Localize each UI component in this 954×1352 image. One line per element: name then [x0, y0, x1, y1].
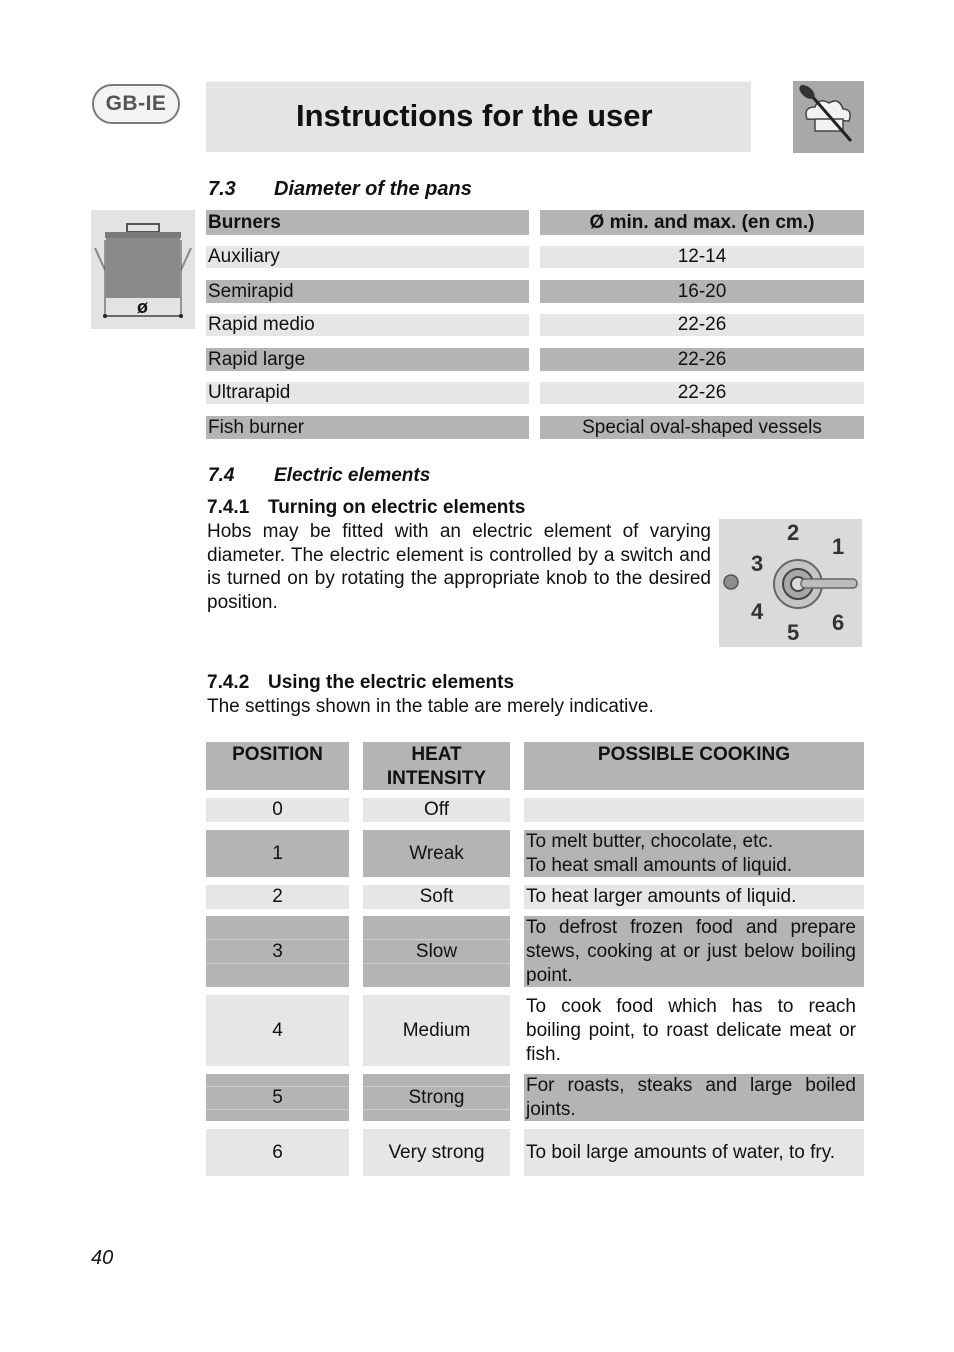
position-cell: 4 — [206, 995, 349, 1066]
row-divider — [363, 1086, 510, 1087]
cooking-cell: To boil large amounts of water, to fry. — [524, 1129, 864, 1176]
heat-cell: Very strong — [363, 1129, 510, 1176]
row-divider — [206, 1109, 349, 1110]
row-divider — [206, 963, 349, 964]
column-header-position: POSITION — [206, 742, 349, 790]
position-cell: 2 — [206, 885, 349, 909]
knob-label-5: 5 — [787, 620, 800, 645]
burner-name: Ultrarapid — [206, 382, 529, 404]
position-cell: 5 — [206, 1074, 349, 1121]
heat-cell: Off — [363, 798, 510, 822]
position-cell: 0 — [206, 798, 349, 822]
burner-name: Rapid medio — [206, 314, 529, 336]
subsection-title: Turning on electric elements — [268, 497, 526, 518]
section-number: 7.3 — [208, 178, 236, 200]
cooking-cell: To cook food which has to reach boiling point, to roast delicate meat or fish. — [524, 995, 864, 1066]
burner-name: Semirapid — [206, 280, 529, 303]
burner-name: Fish burner — [206, 416, 529, 439]
section-number: 7.4 — [208, 465, 235, 486]
subsection-number: 7.4.2 — [207, 672, 250, 693]
cooking-cell: To defrost frozen food and prepare stews, cooking at or just below boiling point. — [524, 916, 864, 987]
cooking-cell: To melt butter, chocolate, etc. To heat small amounts of liquid. — [524, 830, 864, 877]
table-header-diameter: Ø min. and max. (en cm.) — [540, 210, 864, 235]
row-divider — [206, 1086, 349, 1087]
burner-name: Auxiliary — [206, 246, 529, 268]
heat-cell: Slow — [363, 916, 510, 987]
cooking-cell — [524, 798, 864, 822]
country-badge: GB-IE — [92, 84, 180, 124]
diameter-symbol: ø — [137, 297, 148, 317]
settings-note: The settings shown in the table are merely indicative. — [207, 696, 654, 717]
heat-cell: Wreak — [363, 830, 510, 877]
heat-cell: Soft — [363, 885, 510, 909]
knob-label-2: 2 — [787, 520, 800, 545]
intro-paragraph: Hobs may be fitted with an electric element of varying diameter. The electric element is controlled by a switch and is turned on by rotating the appropriate knob to the desired position. — [207, 521, 711, 613]
knob-label-1: 1 — [832, 534, 845, 559]
burner-name: Rapid large — [206, 348, 529, 371]
column-header-cooking: POSSIBLE COOKING — [524, 742, 864, 790]
knob-label-6: 6 — [832, 610, 845, 635]
position-cell: 1 — [206, 830, 349, 877]
table-header-burners: Burners — [206, 210, 529, 235]
burner-diameter: 16-20 — [540, 280, 864, 303]
burner-diameter: Special oval-shaped vessels — [540, 416, 864, 439]
row-divider — [206, 939, 349, 940]
burner-diameter: 22-26 — [540, 348, 864, 371]
cooking-cell: To heat larger amounts of liquid. — [524, 885, 864, 909]
subsection-title: Using the electric elements — [268, 672, 515, 693]
cooking-cell: For roasts, steaks and large boiled joints. — [524, 1074, 864, 1121]
heat-cell: Medium — [363, 995, 510, 1066]
section-title: Diameter of the pans — [274, 178, 472, 200]
burner-diameter: 22-26 — [540, 382, 864, 404]
column-header-heat: HEAT INTENSITY — [363, 742, 510, 790]
knob-label-3: 3 — [751, 551, 764, 576]
knob-label-4: 4 — [751, 599, 764, 624]
burner-diameter: 12-14 — [540, 246, 864, 268]
chef-spoon-icon — [793, 81, 864, 153]
burner-diameter: 22-26 — [540, 314, 864, 336]
page-number: 40 — [91, 1247, 114, 1269]
section-title: Electric elements — [274, 465, 431, 486]
row-divider — [363, 963, 510, 964]
row-divider — [363, 1109, 510, 1110]
position-cell: 6 — [206, 1129, 349, 1176]
heat-cell: Strong — [363, 1074, 510, 1121]
subsection-number: 7.4.1 — [207, 497, 250, 518]
position-cell: 3 — [206, 916, 349, 987]
page-title: Instructions for the user — [296, 98, 653, 133]
row-divider — [363, 939, 510, 940]
